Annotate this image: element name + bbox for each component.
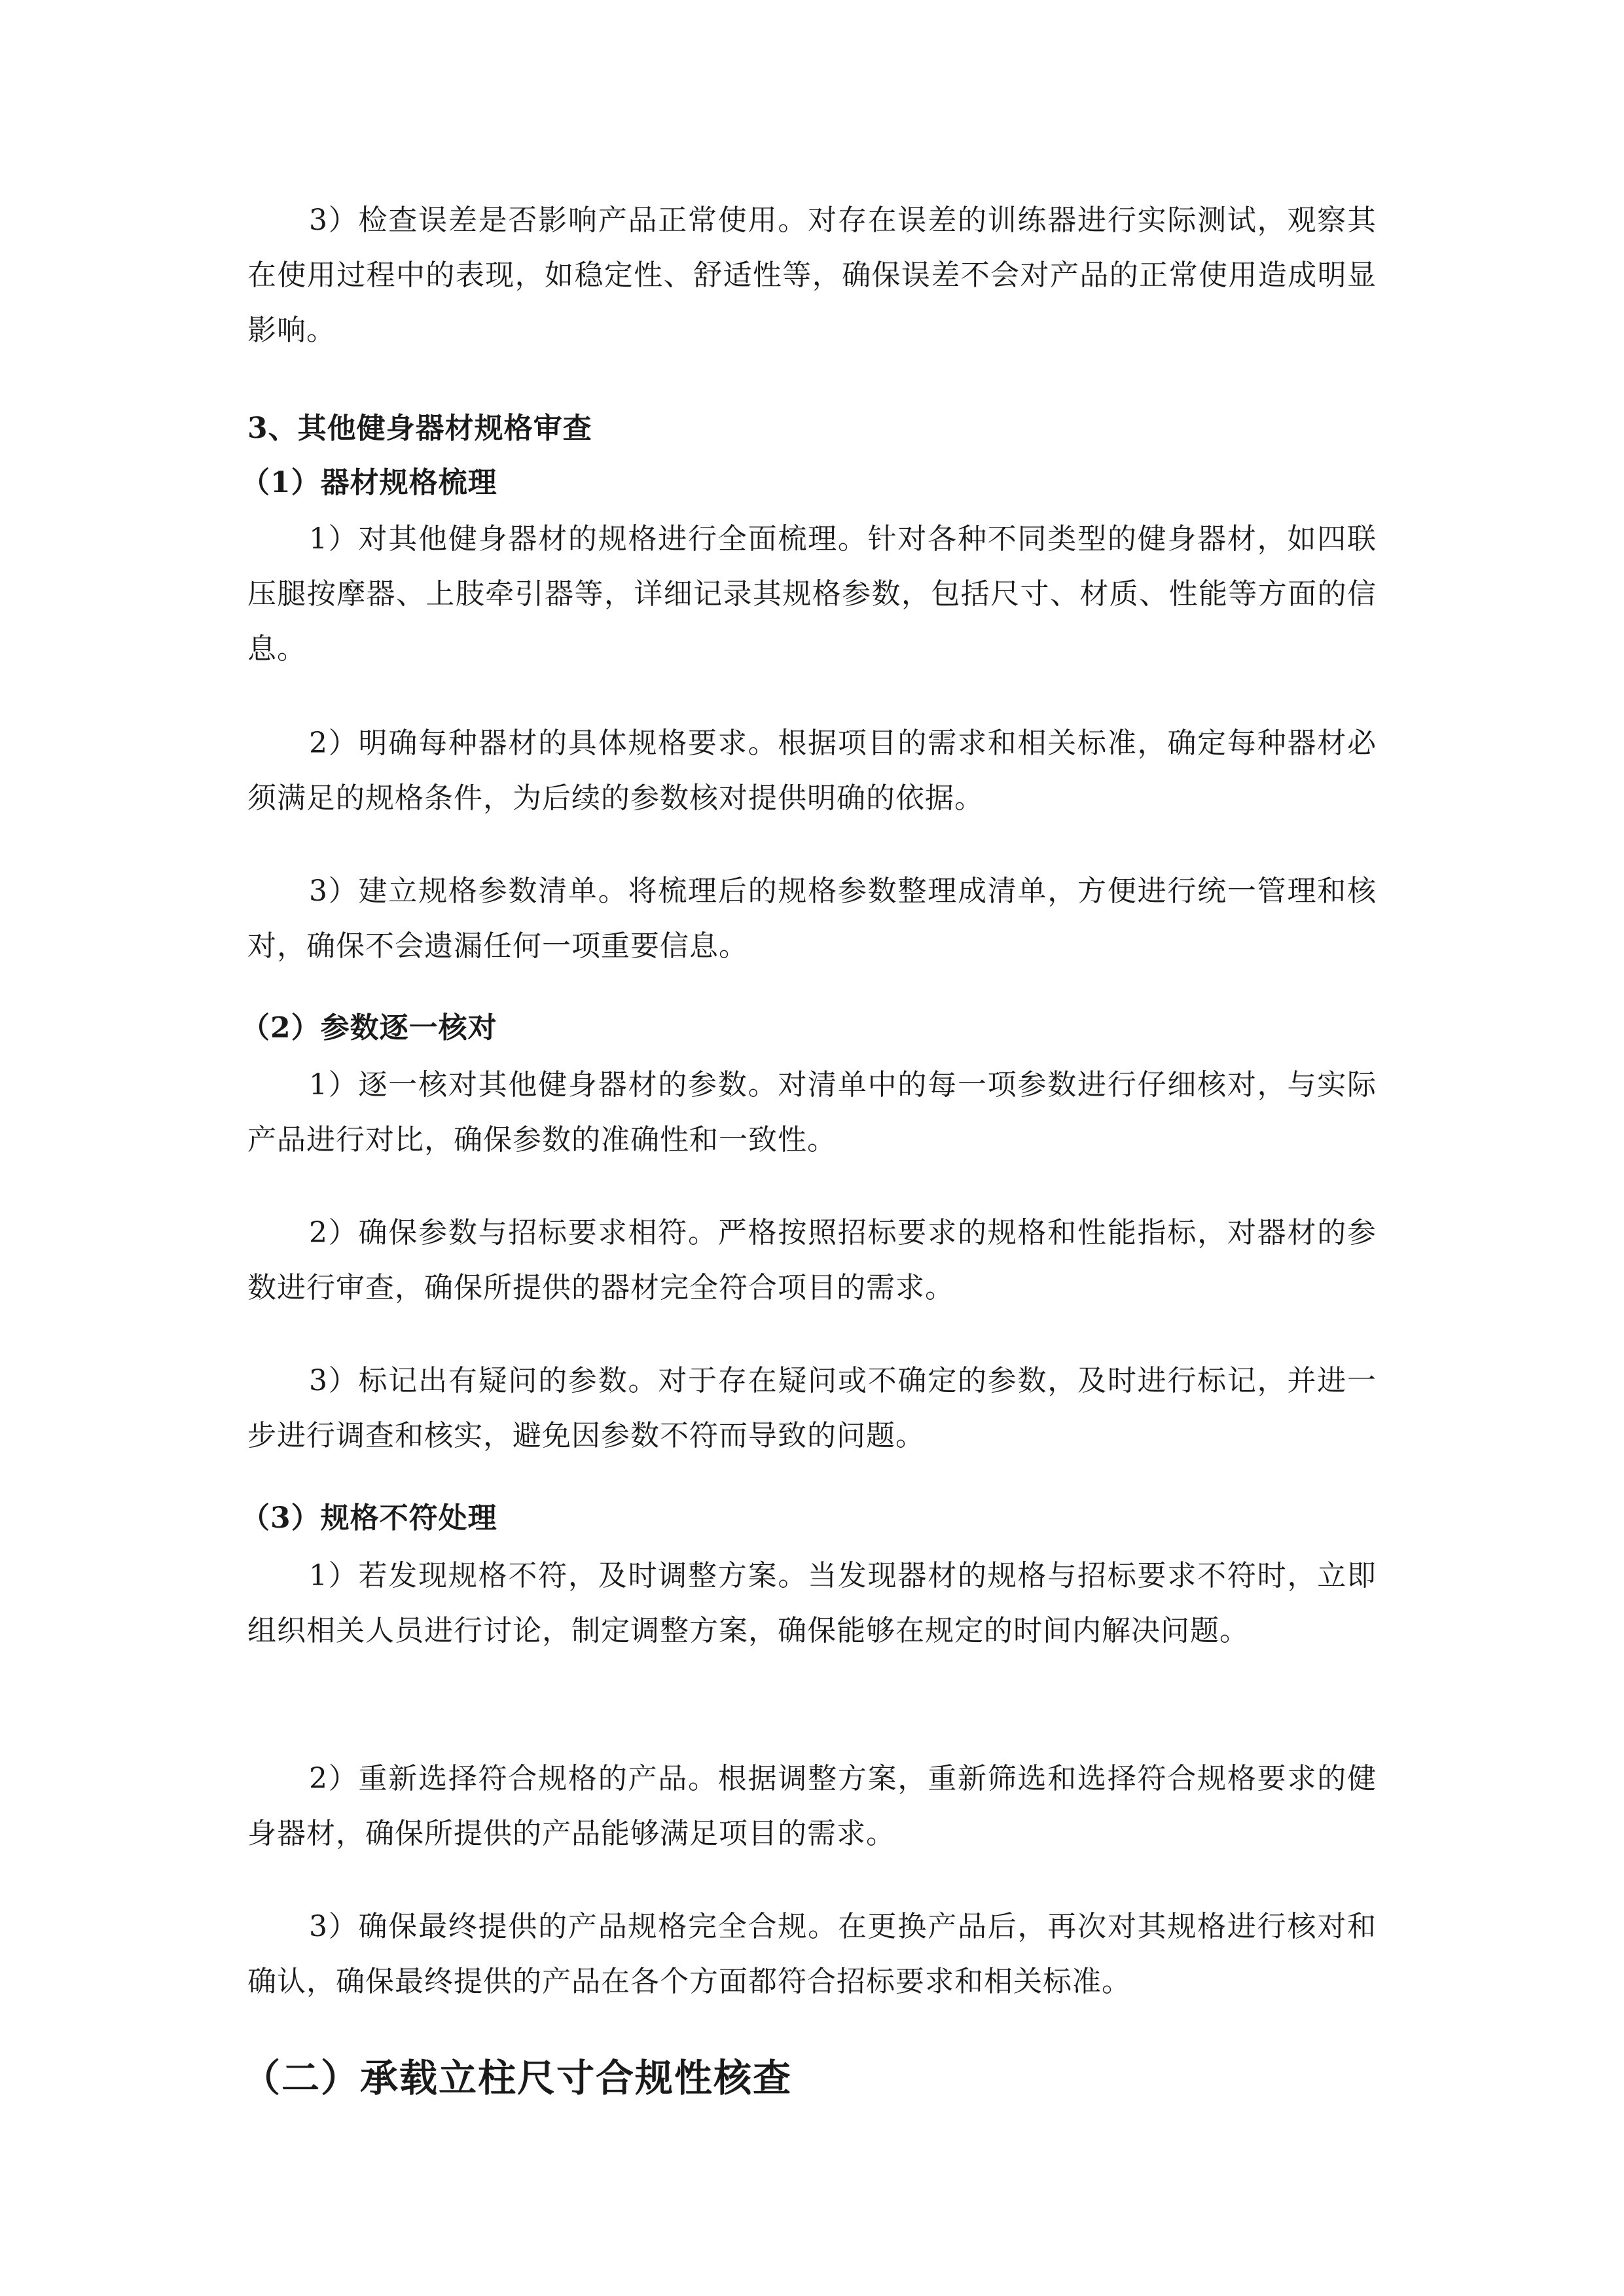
subheading-param-check: （2）参数逐一核对 bbox=[241, 1011, 497, 1045]
paragraph-spec-sorting-3: 3）建立规格参数清单。将梳理后的规格参数整理成清单，方便进行统一管理和核对，确保不会遗漏任何一项重要信息。 bbox=[247, 874, 1377, 963]
paragraph-spec-sorting-2: 2）明确每种器材的具体规格要求。根据项目的需求和相关标准，确定每种器材必须满足的规格条件，为后续的参数核对提供明确的依据。 bbox=[247, 726, 1377, 815]
paragraph-spec-sorting-1: 1）对其他健身器材的规格进行全面梳理。针对各种不同类型的健身器材，如四联压腿按摩器、上肢牵引器等，详细记录其规格参数，包括尺寸、材质、性能等方面的信息。 bbox=[247, 522, 1377, 666]
paragraph-param-check-1: 1）逐一核对其他健身器材的参数。对清单中的每一项参数进行仔细核对，与实际产品进行对比，确保参数的准确性和一致性。 bbox=[247, 1068, 1377, 1157]
paragraph-param-check-3: 3）标记出有疑问的参数。对于存在疑问或不确定的参数，及时进行标记，并进一步进行调查和核实，避免因参数不符而导致的问题。 bbox=[247, 1364, 1377, 1452]
subheading-spec-sorting: （1）器材规格梳理 bbox=[241, 466, 497, 499]
paragraph-spec-mismatch-3: 3）确保最终提供的产品规格完全合规。在更换产品后，再次对其规格进行核对和确认，确保最终提供的产品在各个方面都符合招标要求和相关标准。 bbox=[247, 1910, 1377, 1998]
paragraph-param-check-2: 2）确保参数与招标要求相符。严格按照招标要求的规格和性能指标，对器材的参数进行审查，确保所提供的器材完全符合项目的需求。 bbox=[247, 1216, 1377, 1304]
paragraph-spec-mismatch-1: 1）若发现规格不符，及时调整方案。当发现器材的规格与招标要求不符时，立即组织相关人员进行讨论，制定调整方案，确保能够在规定的时间内解决问题。 bbox=[247, 1559, 1377, 1647]
section-title-column-size-check: （二）承载立柱尺寸合规性核查 bbox=[242, 2056, 793, 2100]
paragraph-error-impact: 3）检查误差是否影响产品正常使用。对存在误差的训练器进行实际测试，观察其在使用过程中的表现，如稳定性、舒适性等，确保误差不会对产品的正常使用造成明显影响。 bbox=[247, 204, 1377, 347]
heading-other-equipment-review: 3、其他健身器材规格审查 bbox=[247, 412, 592, 445]
subheading-spec-mismatch: （3）规格不符处理 bbox=[241, 1501, 497, 1535]
paragraph-spec-mismatch-2: 2）重新选择符合规格的产品。根据调整方案，重新筛选和选择符合规格要求的健身器材，确保所提供的产品能够满足项目的需求。 bbox=[247, 1762, 1377, 1850]
